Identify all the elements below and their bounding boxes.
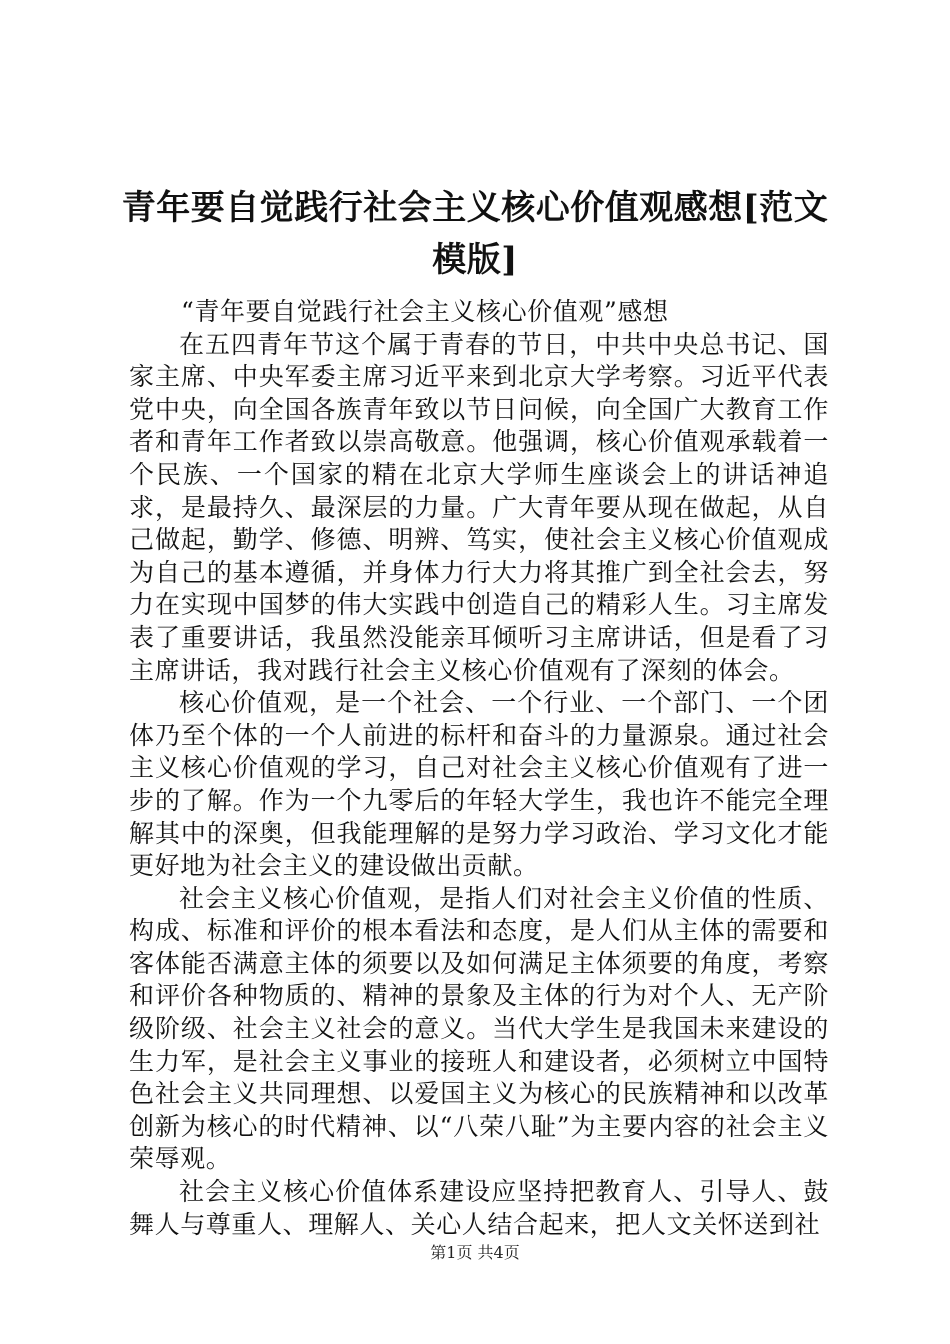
page-number-footer: 第1页 共4页	[430, 1243, 520, 1262]
body-paragraph: 社会主义核心价值观，是指人们对社会主义价值的性质、构成、标准和评价的根本看法和态度，是人们从主体的需要和客体能否满意主体的须要以及如何满足主体须要的角度，考察和评价各种物质的、精神的景象及主体的行为对个人、无产阶级阶级、社会主义社会的意义。当代大学生是我国未来建设的生力军，是社会主义事业的接班人和建设者，必须树立中国特色社会主义共同理想、以爱国主义为核心的民族精神和以改革创新为核心的时代精神、以“八荣八耻”为主要内容的社会主义荣辱观。	[129, 883, 829, 1174]
document-subtitle: “青年要自觉践行社会主义核心价值观”感想	[181, 297, 669, 326]
body-paragraph: 社会主义核心价值体系建设应坚持把教育人、引导人、鼓舞人与尊重人、理解人、关心人结合起来，把人文关怀送到社	[129, 1177, 829, 1239]
document-title: 青年要自觉践行社会主义核心价值观感想[范文模版]	[121, 188, 829, 280]
body-paragraph: 在五四青年节这个属于青春的节日，中共中央总书记、国家主席、中央军委主席习近平来到北京大学考察。习近平代表党中央，向全国各族青年致以节日问候，向全国广大教育工作者和青年工作者致以崇高敬意。他强调，核心价值观承载着一个民族、一个国家的精在北京大学师生座谈会上的讲话神追求，是最持久、最深层的力量。广大青年要从现在做起，从自己做起，勤学、修德、明辨、笃实，使社会主义核心价值观成为自己的基本遵循，并身体力行大力将其推广到全社会去，努力在实现中国梦的伟大实践中创造自己的精彩人生。习主席发表了重要讲话，我虽然没能亲耳倾听习主席讲话，但是看了习主席讲话，我对践行社会主义核心价值观有了深刻的体会。	[129, 329, 829, 685]
body-paragraph: 核心价值观，是一个社会、一个行业、一个部门、一个团体乃至个体的一个人前进的标杆和奋斗的力量源泉。通过社会主义核心价值观的学习，自己对社会主义核心价值观有了进一步的了解。作为一个九零后的年轻大学生，我也许不能完全理解其中的深奥，但我能理解的是努力学习政治、学习文化才能更好地为社会主义的建设做出贡献。	[129, 688, 829, 881]
document-body	[129, 296, 829, 1241]
